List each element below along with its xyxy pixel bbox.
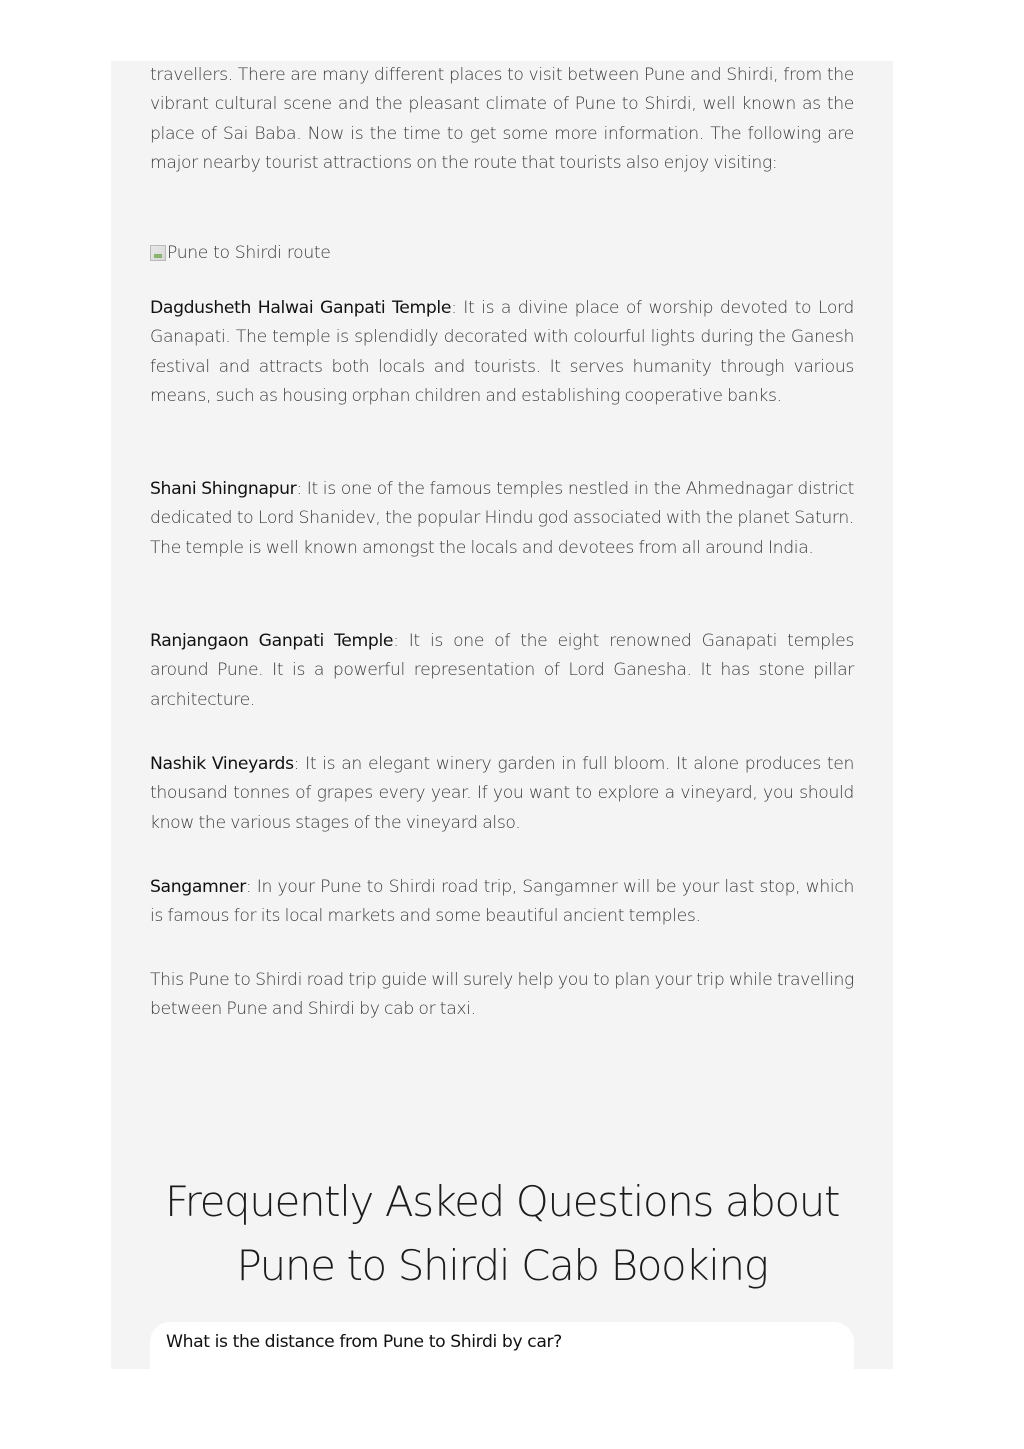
- attraction-name: Shani Shingnapur: [150, 479, 297, 499]
- attraction-name: Dagdusheth Halwai Ganpati Temple: [150, 298, 452, 318]
- faq-heading-line2: Pune to Shirdi Cab Booking: [236, 1241, 768, 1290]
- attraction-nashik-vineyards: [150, 750, 854, 838]
- attraction-dagdusheth: [150, 294, 854, 411]
- broken-image-icon: [150, 245, 166, 261]
- attraction-ranjangaon: [150, 627, 854, 715]
- attraction-description: : It is an elegant winery garden in full bloom. It alone produces ten thousand tonnes of grapes every year. If you want to explore a vineyard, you should know the various stages of the vineyard also.: [150, 754, 854, 833]
- intro-paragraph: travellers. There are many different places to visit between Pune and Shirdi, from the vibrant cultural scene and the pleasant climate of Pune to Shirdi, well known as the place of Sai Baba. Now is the time to get some more information. The following are major nearby tourist attractions on the route that tourists also enjoy visiting:: [150, 65, 854, 173]
- attraction-description: : It is one of the eight renowned Ganapati temples around Pune. It is a powerful representation of Lord Ganesha. It has stone pillar architecture.: [150, 631, 854, 710]
- attraction-description: : It is a divine place of worship devoted to Lord Ganapati. The temple is splendidly decorated with colourful lights during the Ganesh festival and attracts both locals and tourists. It serves humanity through various means, such as housing orphan children and establishing cooperative banks.: [150, 298, 854, 406]
- attraction-shani-shingnapur: [150, 475, 854, 563]
- attraction-description: : It is one of the famous temples nestled in the Ahmednagar district dedicated to Lord Shanidev, the popular Hindu god associated with the planet Saturn. The temple is well known amongst the locals and devotees from all around India.: [150, 479, 854, 558]
- attraction-description: : In your Pune to Shirdi road trip, Sangamner will be your last stop, which is famous for its local markets and some beautiful ancient temples.: [150, 877, 854, 927]
- attraction-name: Nashik Vineyards: [150, 754, 294, 774]
- faq-heading: [111, 1170, 893, 1298]
- faq-heading-line1: Frequently Asked Questions about: [164, 1177, 840, 1226]
- attraction-name: Sangamner: [150, 877, 246, 897]
- attraction-sangamner: [150, 873, 854, 932]
- closing-paragraph: This Pune to Shirdi road trip guide will surely help you to plan your trip while travelling between Pune and Shirdi by cab or taxi.: [150, 970, 854, 1020]
- faq-question[interactable]: What is the distance from Pune to Shirdi by car?: [166, 1332, 562, 1352]
- faq-item[interactable]: [150, 1322, 854, 1382]
- route-image-alt-text: Pune to Shirdi route: [167, 243, 331, 263]
- article-panel: [111, 61, 893, 1369]
- route-image: [150, 243, 331, 263]
- attraction-name: Ranjangaon Ganpati Temple: [150, 631, 394, 651]
